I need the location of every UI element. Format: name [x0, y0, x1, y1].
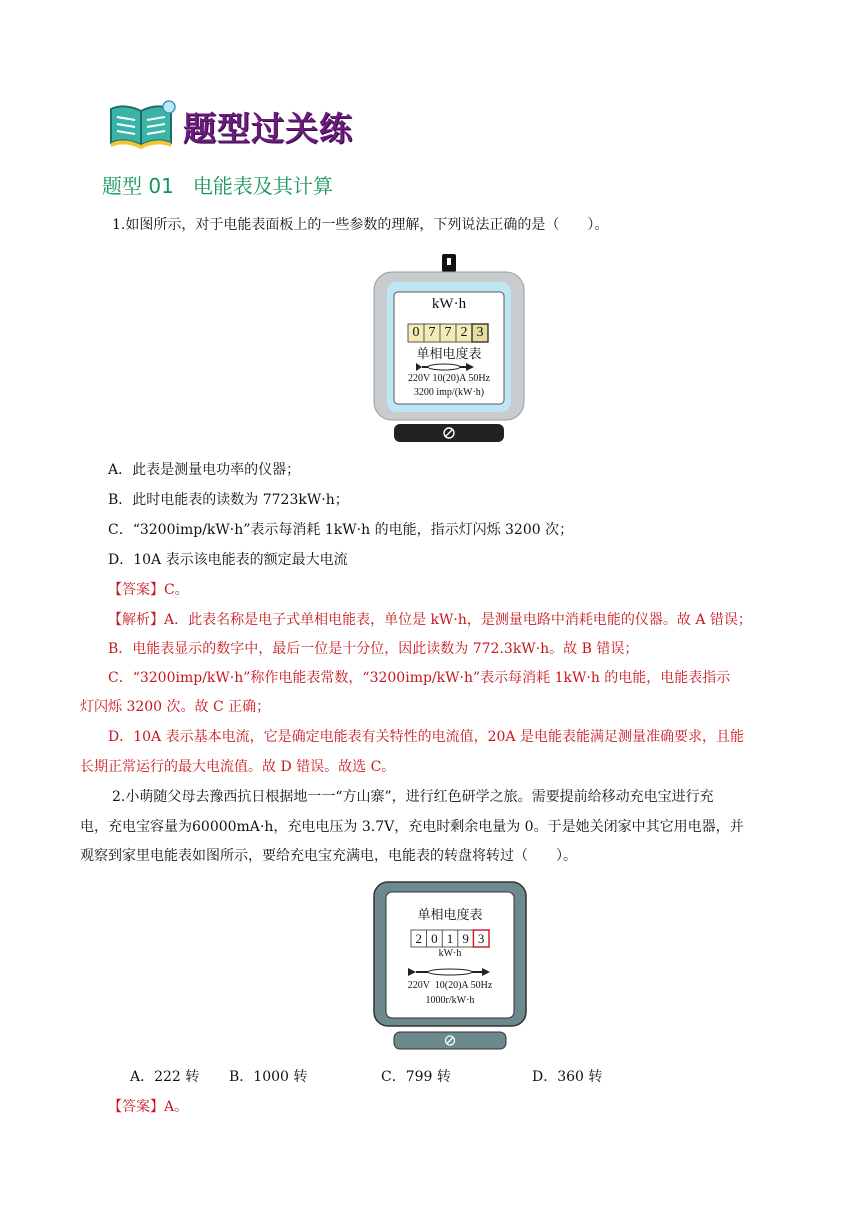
q1-option-c: C．“3200imp/kW·h”表示每消耗 1kW·h 的电能，指示灯闪烁 3200 次；	[108, 522, 574, 538]
q1-analysis-line: 【解析】A．此表名称是电子式单相电能表，单位是 kW·h，是测量电路中消耗电能的仪器。故 A 错误；	[108, 612, 752, 628]
meter-constant: 1000r/kW·h	[425, 995, 475, 1006]
section-title: 题型 01 电能表及其计算	[102, 174, 333, 198]
meter-digit: 9	[462, 931, 469, 946]
meter-digit: 0	[431, 931, 438, 946]
indicator-light-icon	[442, 254, 456, 272]
meter-digit: 3	[476, 325, 484, 340]
meter-digit: 3	[477, 931, 485, 946]
q2-option-b: B．1000 转	[229, 1069, 308, 1085]
q1-option-a: A．此表是测量电功率的仪器；	[108, 462, 301, 478]
meter-digit: 2	[460, 325, 468, 340]
q1-analysis-line: 长期正常运行的最大电流值。故 D 错误。故选 C。	[80, 759, 396, 775]
meter-spec: 220V 10(20)A 50Hz	[407, 373, 491, 384]
meter-digit: 0	[412, 325, 420, 340]
q1-analysis-line: C．“3200imp/kW·h”称作电能表常数，“3200imp/kW·h”表示每消耗 1kW·h 的电能，电能表指示	[108, 670, 731, 686]
q1-option-b: B．此时电能表的读数为 7723kW·h；	[108, 492, 349, 508]
q2-option-d: D．360 转	[532, 1069, 603, 1085]
meter-constant: 3200 imp/(kW·h)	[413, 387, 485, 398]
q2-stem-line: 电，充电宝容量为60000mA·h，充电电压为 3.7V，充电时剩余电量为 0。于是她关闭家中其它用电器，并	[80, 819, 744, 835]
meter-name: 单相电度表	[416, 347, 482, 362]
q2-meter-figure	[372, 880, 528, 1052]
q1-meter-figure	[370, 250, 526, 445]
meter-digits	[408, 324, 488, 342]
q2-stem-line: 2.小萌随父母去豫西抗日根据地一一“方山寨”，进行红色研学之旅。需要提前给移动充电宝进行充	[112, 789, 714, 805]
q1-answer: 【答案】C。	[108, 582, 189, 598]
open-book-icon	[107, 99, 177, 153]
meter-digit: 1	[446, 931, 454, 946]
meter-digits	[411, 930, 489, 947]
q2-stem-line: 观察到家里电能表如图所示，要给充电宝充满电，电能表的转盘将转过（ ）。	[80, 848, 577, 864]
q1-option-d: D．10A 表示该电能表的额定最大电流	[108, 552, 348, 568]
q1-analysis-line: D．10A 表示基本电流，它是确定电能表有关特性的电流值，20A 是电能表能满足测量准确要求，且能	[108, 729, 744, 745]
meter-unit: kW·h	[438, 948, 462, 959]
banner	[107, 98, 353, 154]
q2-answer: 【答案】A。	[108, 1099, 189, 1115]
meter-name: 单相电度表	[417, 908, 483, 923]
q1-analysis-line: 灯闪烁 3200 次。故 C 正确；	[80, 699, 271, 715]
q1-analysis-line: B．电能表显示的数字中，最后一位是十分位，因此读数为 772.3kW·h。故 B 错误；	[108, 641, 639, 657]
q2-option-c: C．799 转	[381, 1069, 451, 1085]
meter-spec: 220V 10(20)A 50Hz	[407, 980, 493, 991]
meter-digit: 2	[415, 931, 423, 946]
meter-unit: kW·h	[431, 296, 467, 312]
meter-digit: 7	[428, 325, 436, 340]
meter-digit: 7	[444, 325, 452, 340]
banner-title: 题型过关练	[183, 108, 353, 148]
q2-option-a: A．222 转	[130, 1069, 200, 1085]
q1-stem: 1.如图所示，对于电能表面板上的一些参数的理解，下列说法正确的是（ ）。	[112, 217, 609, 233]
